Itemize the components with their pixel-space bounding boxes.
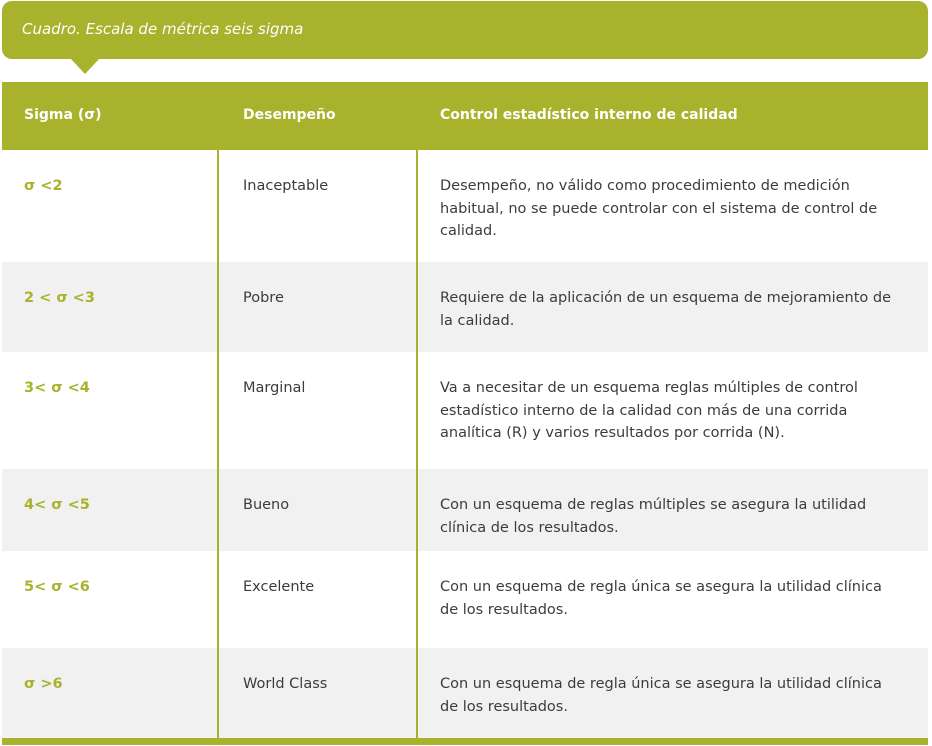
column-divider (217, 150, 219, 738)
six-sigma-table (2, 82, 928, 738)
header-performance: Desempeño (243, 107, 336, 123)
header-control: Control estadístico interno de calidad (440, 107, 738, 123)
sigma-cell: σ >6 (24, 676, 63, 692)
performance-cell: World Class (243, 676, 328, 692)
table-caption: Cuadro. Escala de métrica seis sigma (22, 20, 304, 38)
caption-bar (2, 1, 928, 59)
table-row (2, 150, 928, 262)
column-divider (416, 150, 418, 738)
performance-cell: Excelente (243, 579, 315, 595)
caption-pointer (70, 58, 100, 74)
control-cell: Con un esquema de reglas múltiples se asegura la utilidad clínica de los resultados. (440, 497, 867, 536)
table-row (2, 262, 928, 352)
table-row (2, 551, 928, 648)
sigma-cell: σ <2 (24, 178, 63, 194)
table-row (2, 469, 928, 551)
table-row (2, 648, 928, 738)
performance-cell: Bueno (243, 497, 290, 513)
control-cell: Con un esquema de regla única se asegura la utilidad clínica de los resultados. (440, 579, 882, 618)
table-header (2, 82, 928, 150)
table-row (2, 352, 928, 469)
performance-cell: Pobre (243, 290, 284, 306)
control-cell: Con un esquema de regla única se asegura la utilidad clínica de los resultados. (440, 676, 882, 715)
control-cell: Desempeño, no válido como procedimiento de medición habitual, no se puede controlar con el sistema de control de calidad. (440, 178, 878, 239)
performance-cell: Marginal (243, 380, 306, 396)
sigma-cell: 5< σ <6 (24, 579, 90, 595)
control-cell: Requiere de la aplicación de un esquema de mejoramiento de la calidad. (440, 290, 892, 329)
performance-cell: Inaceptable (243, 178, 329, 194)
sigma-cell: 2 < σ <3 (24, 290, 95, 306)
control-cell: Va a necesitar de un esquema reglas múltiples de control estadístico interno de la calidad con más de una corrida analítica (R) y varios resultados por corrida (N). (440, 380, 858, 441)
sigma-cell: 4< σ <5 (24, 497, 90, 513)
header-sigma: Sigma (σ) (24, 107, 102, 123)
sigma-cell: 3< σ <4 (24, 380, 90, 396)
table-bottom-border (2, 738, 928, 745)
